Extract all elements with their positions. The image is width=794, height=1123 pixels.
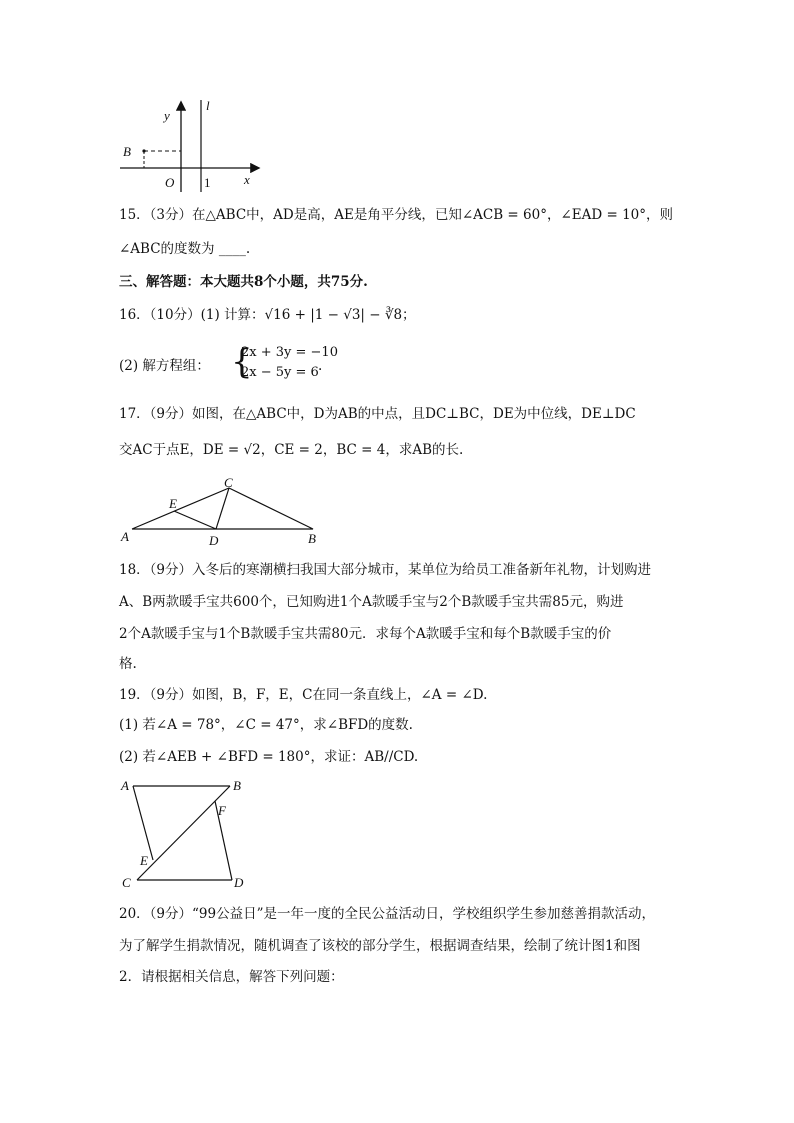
label-y: y <box>164 108 170 123</box>
q20-line2: 为了解学生捐款情况，随机调查了该校的部分学生，根据调查结果，绘制了统计图1和图 <box>119 938 641 954</box>
label-d: D <box>209 533 219 548</box>
label-e: E <box>169 496 177 511</box>
label-e: E <box>140 853 148 868</box>
label-d: D <box>234 875 244 890</box>
q16-part1: 16．（10分）(1) 计算：√16 + |1 − √3| − ∛8； <box>119 307 416 323</box>
q17-line1: 17．（9分）如图，在△ABC中，D为AB的中点，且DC⊥BC，DE为中位线，DE⊥DC <box>119 406 636 422</box>
q15-line1: 15．（3分）在△ABC中，AD是高，AE是角平分线，已知∠ACB = 60°，∠EAD = 10°，则 <box>119 207 674 223</box>
q19-line3: (2) 若∠AEB + ∠BFD = 180°，求证：AB//CD. <box>119 749 419 765</box>
q20-line1: 20．（9分）“99公益日”是一年一度的全民公益活动日，学校组织学生参加慈善捐款活动， <box>119 906 655 922</box>
label-one: 1 <box>204 175 211 190</box>
label-x: x <box>244 172 250 187</box>
q16-part2-suffix: . <box>318 358 323 374</box>
segment-dc <box>216 488 229 529</box>
equation-1: 2x + 3y = −10 <box>241 345 338 360</box>
equation-2: 2x − 5y = 6 <box>241 365 319 380</box>
q18-line4: 格. <box>119 656 137 672</box>
q20-line3: 2．请根据相关信息，解答下列问题： <box>119 969 344 985</box>
section-heading: 三、解答题：本大题共8个小题，共75分. <box>119 274 368 290</box>
q16-part2-prefix: (2) 解方程组： <box>119 358 210 374</box>
parallelogram-figure <box>118 775 258 895</box>
segment-bc <box>137 786 230 880</box>
label-b: B <box>123 144 131 159</box>
q18-line2: A、B两款暖手宝共600个，已知购进1个A款暖手宝与2个B款暖手宝共需85元，购进 <box>119 594 624 610</box>
segment-de <box>174 511 216 529</box>
point-b <box>142 149 145 152</box>
q17-line2: 交AC于点E，DE = √2，CE = 2，BC = 4，求AB的长. <box>119 442 464 458</box>
label-a: A <box>121 778 129 793</box>
label-c: C <box>122 875 131 890</box>
q19-line1: 19．（9分）如图，B，F，E，C在同一条直线上，∠A = ∠D. <box>119 687 488 703</box>
label-a: A <box>121 529 129 544</box>
q15-line2: ∠ABC的度数为 ____. <box>119 241 251 257</box>
label-o: O <box>165 175 175 190</box>
triangle-figure <box>118 475 328 550</box>
coordinate-figure <box>118 95 268 195</box>
label-b: B <box>308 531 316 546</box>
label-f: F <box>218 803 226 818</box>
label-l: l <box>206 98 210 113</box>
q18-line3: 2个A款暖手宝与1个B款暖手宝共需80元．求每个A款暖手宝和每个B款暖手宝的价 <box>119 626 612 642</box>
brace-symbol: { <box>231 342 253 382</box>
q19-line2: (1) 若∠A = 78°，∠C = 47°，求∠BFD的度数. <box>119 717 413 733</box>
q18-line1: 18．（9分）入冬后的寒潮横扫我国大部分城市，某单位为给员工准备新年礼物，计划购进 <box>119 562 652 578</box>
segment-ae <box>133 786 153 860</box>
label-b: B <box>233 778 241 793</box>
label-c: C <box>224 475 233 490</box>
